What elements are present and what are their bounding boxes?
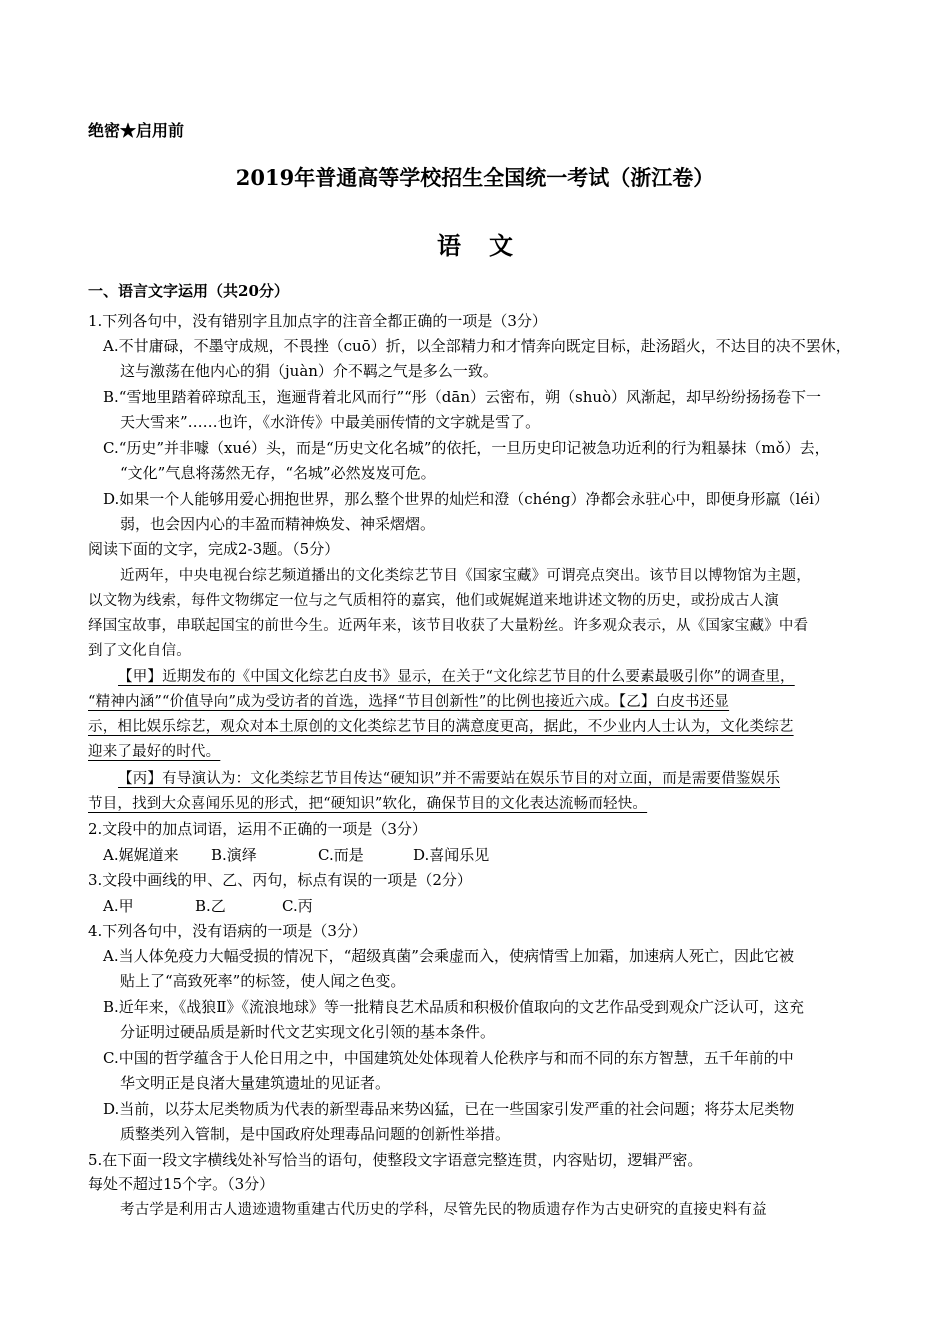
question-1-option-a-cont: 这与激荡在他内心的狷（juàn）介不羁之气是多么一致。 xyxy=(120,362,498,380)
question-4-option-c: C.中国的哲学蕴含于人伦日用之中，中国建筑处处体现着人伦秩序与和而不同的东方智慧，五千年前的中 xyxy=(103,1049,794,1067)
question-1-option-b-cont: 天大雪来”……也许，《水浒传》中最美丽传情的文字就是雪了。 xyxy=(120,413,541,431)
question-4-option-a-cont: 贴上了“高致死率”的标签，使人闻之色变。 xyxy=(120,972,406,990)
question-2-option-a: A.娓娓道来 xyxy=(103,846,179,864)
question-2-option-d: D.喜闻乐见 xyxy=(413,846,490,864)
confidential-label: 绝密★启用前 xyxy=(88,121,185,140)
question-2-stem: 2.文段中的加点词语，运用不正确的一项是（3分） xyxy=(88,820,427,838)
subject-title: 语文 xyxy=(437,231,541,260)
reading-intro: 阅读下面的文字，完成2-3题。（5分） xyxy=(88,540,340,558)
question-1-option-c: C.“历史”并非噱（xué）头，而是“历史文化名城”的依托，一旦历史印记被急功近利的行为粗暴抹（mǒ）去， xyxy=(103,439,830,457)
question-3-stem: 3.文段中画线的甲、乙、丙句，标点有误的一项是（2分） xyxy=(88,871,472,889)
passage-paragraph-3-line-1: 【丙】有导演认为：文化类综艺节目传达“硬知识”并不需要站在娱乐节目的对立面，而是需要借鉴娱乐 xyxy=(118,771,781,787)
question-5-stem: 5.在下面一段文字横线处补写恰当的语句，使整段文字语意完整连贯，内容贴切，逻辑严密。 xyxy=(88,1151,703,1169)
question-3-option-a: A.甲 xyxy=(103,897,134,915)
question-2-option-b: B.演绎 xyxy=(211,846,257,864)
question-1-option-d-cont: 弱，也会因内心的丰盈而精神焕发、神采熠熠。 xyxy=(120,515,436,533)
passage-paragraph-1-line-3: 绎国宝故事，串联起国宝的前世今生。近两年来，该节目收获了大量粉丝。许多观众表示，从《国家宝藏》中看 xyxy=(88,618,809,634)
passage-paragraph-2-line-2: “精神内涵”“价值导向”成为受访者的首选，选择“节目创新性”的比例也接近六成。【乙】白皮书还显 xyxy=(88,694,730,710)
passage-paragraph-1-line-1: 近两年，中央电视台综艺频道播出的文化类综艺节目《国家宝藏》可谓亮点突出。该节目以博物馆为主题， xyxy=(120,568,811,584)
question-2-option-c: C.而是 xyxy=(318,846,364,864)
question-4-option-c-cont: 华文明正是良渚大量建筑遗址的见证者。 xyxy=(120,1074,391,1092)
question-4-option-b: B.近年来，《战狼Ⅱ》《流浪地球》等一批精良艺术品质和积极价值取向的文艺作品受到观众广泛认可，这充 xyxy=(103,998,804,1016)
passage-paragraph-1-line-2: 以文物为线索，每件文物绑定一位与之气质相符的嘉宾，他们或娓娓道来地讲述文物的历史，或扮成古人演 xyxy=(88,593,779,609)
passage-paragraph-3-line-2: 节目，找到大众喜闻乐见的形式，把“硬知识”软化，确保节目的文化表达流畅而轻快。 xyxy=(88,796,648,812)
section-heading: 一、语言文字运用（共20分） xyxy=(88,282,289,300)
question-1-stem: 1.下列各句中，没有错别字且加点字的注音全都正确的一项是（3分） xyxy=(88,312,547,330)
question-4-option-a: A.当人体免疫力大幅受损的情况下，“超级真菌”会乘虚而入，使病情雪上加霜，加速病人死亡，因此它被 xyxy=(103,947,794,965)
question-4-option-d-cont: 质整类列入管制，是中国政府处理毒品问题的创新性举措。 xyxy=(120,1125,511,1143)
question-1-option-d: D.如果一个人能够用爱心拥抱世界，那么整个世界的灿烂和澄（chéng）净都会永驻心中，即便身形羸（léi） xyxy=(103,490,829,508)
question-4-stem: 4.下列各句中，没有语病的一项是（3分） xyxy=(88,922,367,940)
question-1-option-b: B.“雪地里踏着碎琼乱玉，迤逦背着北风而行”“彤（dān）云密布，朔（shuò）风渐起，却早纷纷扬扬卷下一 xyxy=(103,388,822,406)
passage-paragraph-2-line-1: 【甲】近期发布的《中国文化综艺白皮书》显示，在关于“文化综艺节目的什么要素最吸引你”的调查里， xyxy=(118,669,795,685)
passage-paragraph-2-line-4: 迎来了最好的时代。 xyxy=(88,744,221,760)
question-1-option-a: A.不甘庸碌，不墨守成规，不畏挫（cuō）折，以全部精力和才情奔向既定目标，赴汤蹈火，不达目的决不罢休， xyxy=(103,337,851,355)
question-3-option-c: C.丙 xyxy=(282,897,313,915)
question-5-passage: 考古学是利用古人遗迹遗物重建古代历史的学科，尽管先民的物质遗存作为古史研究的直接史料有益 xyxy=(120,1202,767,1218)
passage-paragraph-1-line-4: 到了文化自信。 xyxy=(88,643,191,659)
question-1-option-c-cont: “文化”气息将荡然无存，“名城”必然岌岌可危。 xyxy=(120,464,436,482)
exam-title: 2019年普通高等学校招生全国统一考试（浙江卷） xyxy=(235,165,715,190)
question-3-option-b: B.乙 xyxy=(195,897,226,915)
question-4-option-d: D.当前，以芬太尼类物质为代表的新型毒品来势凶猛，已在一些国家引发严重的社会问题；将芬太尼类物 xyxy=(103,1100,795,1118)
question-5-stem-cont: 每处不超过15个字。（3分） xyxy=(88,1175,275,1193)
passage-paragraph-2-line-3: 示，相比娱乐综艺，观众对本土原创的文化类综艺节目的满意度更高，据此，不少业内人士认为，文化类综艺 xyxy=(88,719,794,735)
question-4-option-b-cont: 分证明过硬品质是新时代文艺实现文化引领的基本条件。 xyxy=(120,1023,496,1041)
